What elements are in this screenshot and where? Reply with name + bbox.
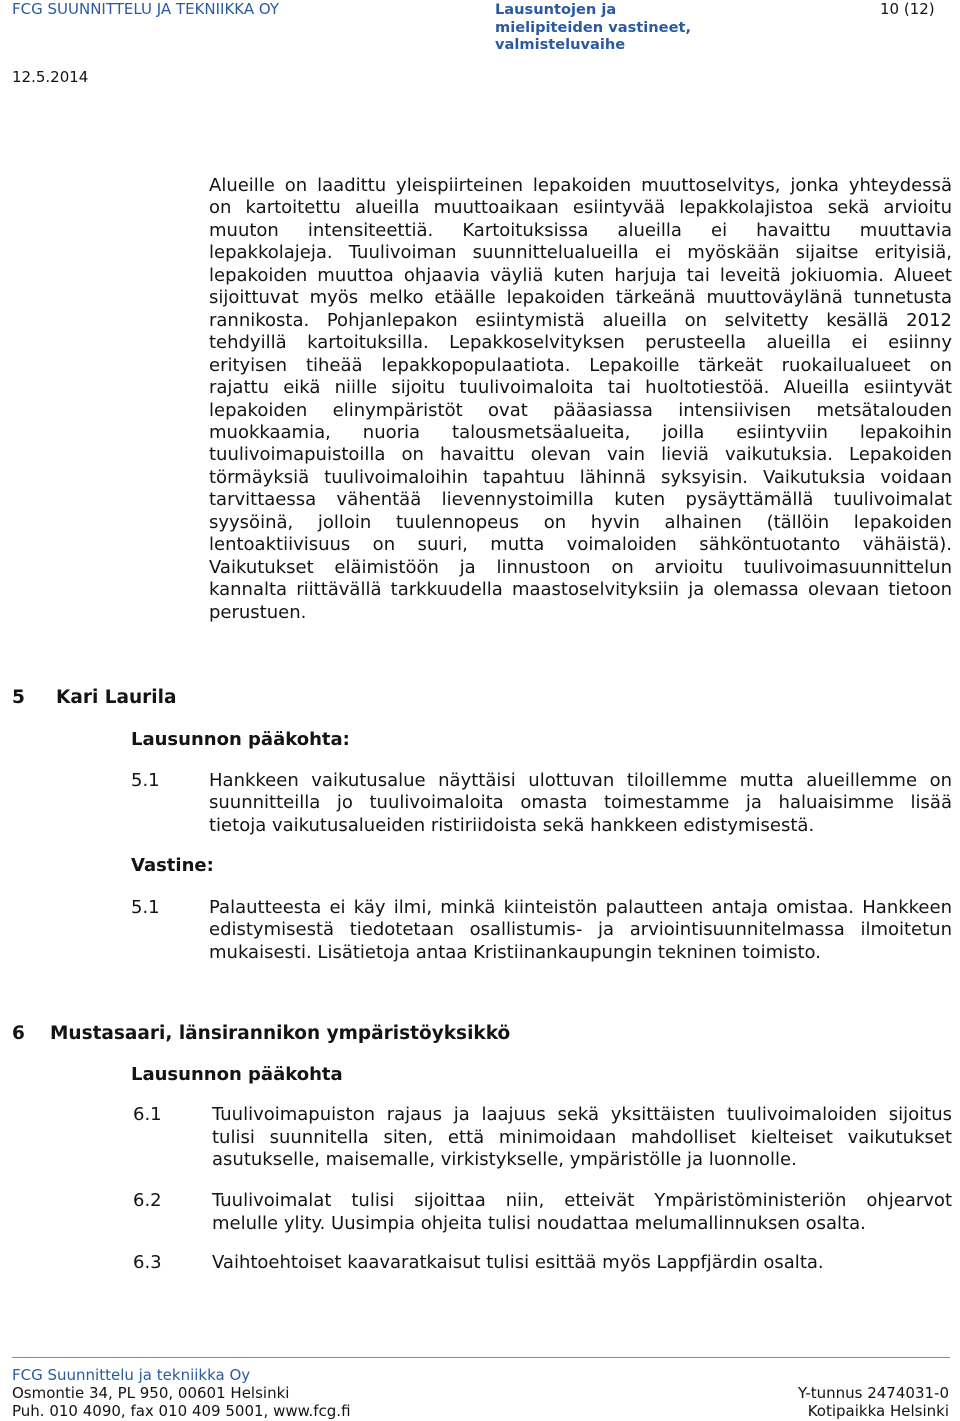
section-5-number: 5 [12, 687, 25, 708]
footer-rule [12, 1357, 950, 1358]
statement-heading: Lausunnon pääkohta [131, 1064, 343, 1085]
footer-address: Osmontie 34, PL 950, 00601 Helsinki [12, 1384, 290, 1402]
response-5-1 [209, 897, 952, 964]
paragraph-line: lepakoiden elinympäristöt ovat pääasiassa intensiivisen metsätalouden [209, 399, 952, 421]
item-number: 6.3 [133, 1252, 162, 1273]
paragraph-line: Tuulivoimapuiston rajaus ja laajuus sekä yksittäisten tuulivoimaloiden sijoitus [212, 1104, 952, 1125]
statement-5-1 [209, 770, 952, 837]
paragraph-line: edistymisestä tiedotetaan osallistumis- ja arviointisuunnitelmassa ilmoitetun [209, 919, 952, 941]
footer-contact: Puh. 010 4090, fax 010 409 5001, www.fcg.fi [12, 1402, 351, 1420]
document-date: 12.5.2014 [12, 68, 89, 86]
paragraph-line: Alueille on laadittu yleispiirteinen lepakoiden muuttoselvitys, jonka yhteydessä [209, 175, 952, 196]
document-title-line: Lausuntojen ja [495, 1, 617, 18]
paragraph-line: melulle ylity. Uusimpia ohjeita tulisi noudattaa melumallinnuksen osalta. [212, 1212, 866, 1234]
paragraph-line: Palautteesta ei käy ilmi, minkä kiinteistön palautteen antaja omistaa. Hankkeen [209, 897, 952, 918]
paragraph-line: sijoittuvat myös melko etäälle lepakoiden tärkeänä muuttoväylänä tunnetusta [209, 287, 952, 309]
paragraph-line: Tuulivoimalat tulisi sijoittaa niin, etteivät Ympäristöministeriön ohjearvot [212, 1190, 952, 1211]
statement-6-1 [212, 1104, 952, 1172]
paragraph-line: Vaihtoehtoiset kaavaratkaisut tulisi esittää myös Lappfjärdin osalta. [212, 1252, 824, 1273]
paragraph-line: tarvittaessa vähentää lievennystoimilla kuten pysäyttämällä tuulivoimalat [209, 489, 952, 511]
item-number: 5.1 [131, 770, 160, 791]
document-title-line: mielipiteiden vastineet, [495, 18, 691, 36]
paragraph-line: Hankkeen vaikutusalue näyttäisi ulottuvan tiloillemme mutta alueillemme on [209, 770, 952, 791]
section-5-title: Kari Laurila [56, 687, 177, 708]
paragraph-line: tuulivoimapuistoilla on havaittu olevan vain lieviä vaikutuksia. Lepakoiden [209, 444, 952, 466]
bat-survey-paragraph [209, 175, 952, 624]
company-name: FCG SUUNNITTELU JA TEKNIIKKA OY [12, 0, 280, 18]
paragraph-line: tulisi suunnitella siten, että minimoidaan mahdolliset kielteiset vaikutukset [212, 1126, 952, 1148]
paragraph-line: on kartoitettu alueilla muuttoaikaan esiintyvää lepakkolajistoa sekä arvioitu [209, 197, 952, 219]
statement-6-3 [212, 1252, 952, 1275]
footer-business-id: Y-tunnus 2474031-0 [797, 1384, 949, 1402]
section-6-number: 6 [12, 1023, 25, 1044]
paragraph-line: tietoja vaikutusalueiden ristiriidoista sekä hankkeen edistymisestä. [209, 814, 815, 836]
response-heading: Vastine: [131, 855, 214, 876]
paragraph-line: perustuen. [209, 601, 307, 623]
paragraph-line: asutukselle, maisemalle, virkistykselle, ympäristölle ja luonnolle. [212, 1149, 797, 1171]
paragraph-line: kannalta riittävällä tarkkuudella maastoselvityksiin ja olemassa olevaan tietoon [209, 579, 952, 601]
document-title-line: valmisteluvaihe [495, 36, 626, 53]
item-number: 6.2 [133, 1190, 162, 1211]
paragraph-line: mukaisesti. Lisätietoja antaa Kristiinankaupungin tekninen toimisto. [209, 941, 821, 963]
paragraph-line: lepakoiden muuttoa ohjaavia väyliä kuten harjuja tai leveitä jokiuomia. Alueet [209, 264, 952, 286]
paragraph-line: lepakkolajeja. Tuulivoiman suunnittelualueilla ei myöskään sijaitse erityisiä, [209, 242, 952, 264]
paragraph-line: tehdyillä kartoituksilla. Lepakkoselvityksen perusteella alueilla ei esiinny [209, 332, 952, 354]
document-title [495, 1, 691, 54]
paragraph-line: erityisen tiheää lepakkopopulaatiota. Lepakoille tärkeät ruokailualueet on [209, 354, 952, 376]
item-number: 6.1 [133, 1104, 162, 1125]
paragraph-line: suunnitteilla jo tuulivoimaloita omasta toimestamme ja haluaisimme lisää [209, 792, 952, 814]
footer-company: FCG Suunnittelu ja tekniikka Oy [12, 1366, 251, 1384]
paragraph-line: rajattu eikä niille sijoitu tuulivoimaloita tai huoltotiestöä. Alueilla esiintyvät [209, 377, 952, 399]
statement-6-2 [212, 1190, 952, 1235]
page-number: 10 (12) [880, 0, 935, 18]
statement-heading: Lausunnon pääkohta: [131, 729, 350, 750]
paragraph-line: törmäyksiä tuulivoimaloihin tapahtuu lähinnä syksyisin. Vaikutuksia voidaan [209, 466, 952, 488]
paragraph-line: syysöinä, jolloin tuulennopeus on hyvin alhainen (tällöin lepakoiden [209, 511, 952, 533]
paragraph-line: muokkaamia, nuoria talousmetsäalueita, joilla esiintyviin lepakoihin [209, 421, 952, 443]
paragraph-line: Vaikutukset eläimistöön ja linnustoon on arvioitu tuulivoimasuunnittelun [209, 556, 952, 578]
paragraph-line: rannikosta. Pohjanlepakon esiintymistä alueilla on selvitetty kesällä 2012 [209, 309, 952, 331]
paragraph-line: lentoaktiivisuus on suuri, mutta voimaloiden sähköntuotanto vähäistä). [209, 534, 952, 556]
section-6-title: Mustasaari, länsirannikon ympäristöyksikkö [50, 1023, 511, 1044]
item-number: 5.1 [131, 897, 160, 918]
footer-domicile: Kotipaikka Helsinki [807, 1402, 949, 1420]
paragraph-line: muuton intensiteettiä. Kartoituksissa alueilla ei havaittu muuttavia [209, 219, 952, 241]
